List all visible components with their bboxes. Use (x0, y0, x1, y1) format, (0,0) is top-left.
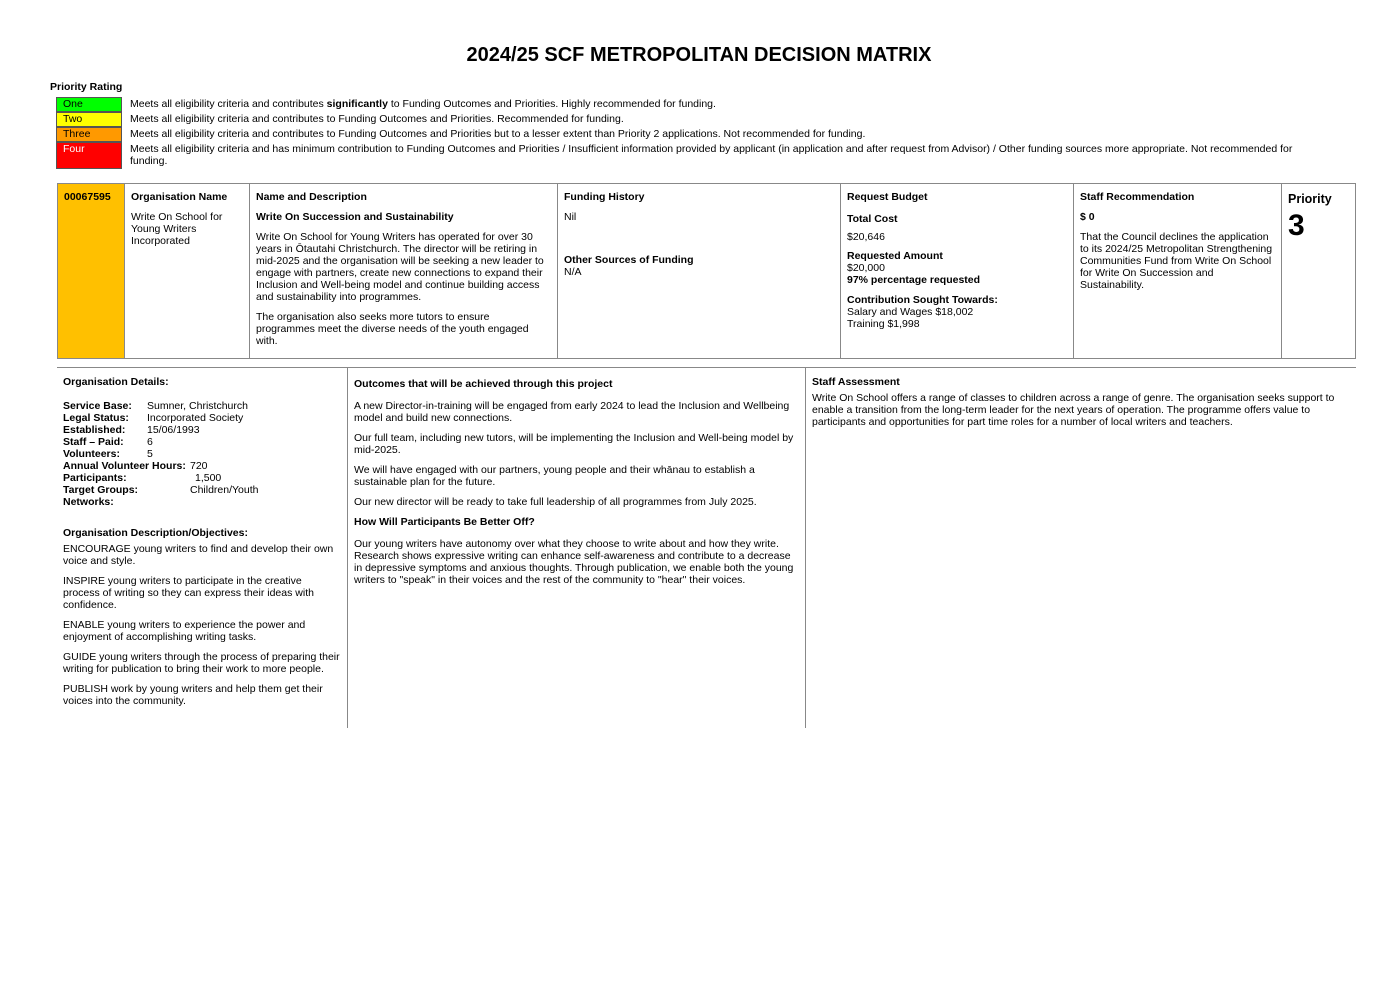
legend-row-four (56, 142, 1316, 169)
organisation-details-header: Organisation Details: (63, 376, 169, 388)
name-description-header: Name and Description (256, 191, 367, 203)
detail-row: Volunteers: 5 (63, 448, 153, 460)
detail-row: Networks: (63, 496, 114, 508)
detail-row: Legal Status: Incorporated Society (63, 412, 244, 424)
objective-item: ENCOURAGE young writers to find and develop their own voice and style. (63, 543, 334, 567)
contribution-label: Contribution Sought Towards: (847, 294, 998, 306)
staff-assessment-header: Staff Assessment (812, 376, 900, 388)
request-budget-header: Request Budget (847, 191, 928, 203)
outcome-item: Our new director will be ready to take full leadership of all programmes from July 2025. (354, 496, 757, 508)
detail-row: Staff – Paid: 6 (63, 436, 153, 448)
staff-assessment-text: Write On School offers a range of classes to children across a range of genre. The organisation seeks support to enable a transition from the long-term leader for the next years of operation. The programme offers value to participants and opportunities for part time roles for a number of local writers and teachers. (812, 392, 1335, 428)
project-name: Write On Succession and Sustainability (256, 211, 454, 223)
detail-row: Service Base: Sumner, Christchurch (63, 400, 248, 412)
detail-row: Target Groups: Children/Youth (63, 484, 259, 496)
outcomes-header: Outcomes that will be achieved through this project (354, 378, 613, 390)
organisation-name-header: Organisation Name (131, 191, 228, 203)
staff-recommendation-text: That the Council declines the application to its 2024/25 Metropolitan Strengthening Communities Fund from Write On School for Write On Succession and Sustainability. (1080, 231, 1273, 291)
priority-header: Priority (1288, 192, 1332, 206)
organisation-details-column (57, 368, 348, 728)
page-title: 2024/25 SCF METROPOLITAN DECISION MATRIX (466, 44, 932, 66)
total-cost-value: $20,646 (847, 231, 885, 243)
other-sources-header: Other Sources of Funding (564, 254, 694, 266)
application-id: 00067595 (58, 184, 125, 358)
objective-item: ENABLE young writers to experience the power and enjoyment of accomplishing writing tasks. (63, 619, 306, 643)
legend-text-one: Meets all eligibility criteria and contributes significantly to Funding Outcomes and Priorities. Highly recommended for funding. (130, 98, 716, 110)
outcome-item: We will have engaged with our partners, young people and their whānau to establish a sustainable plan for the future. (354, 464, 755, 488)
outcome-item: A new Director-in-training will be engaged from early 2024 to lead the Inclusion and Wellbeing model and build new connections. (354, 400, 790, 424)
legend-swatch-three: Three (56, 127, 122, 142)
legend-text-four: Meets all eligibility criteria and has minimum contribution to Funding Outcomes and Priorities / Insufficient information provided by applicant (in application and after request from Advisor) / Other funding sources more appropriate. Not recommended for funding. (130, 143, 1293, 167)
legend-swatch-two: Two (56, 112, 122, 127)
funding-history-header: Funding History (564, 191, 645, 203)
priority-rating-heading: Priority Rating (50, 81, 123, 93)
outcomes-column (348, 368, 806, 728)
request-budget-cell (841, 184, 1074, 358)
staff-assessment-column (806, 368, 1356, 728)
priority-cell (1282, 184, 1357, 358)
staff-recommendation-cell (1074, 184, 1282, 358)
detail-row: Participants: 1,500 (63, 472, 222, 484)
other-sources-value: N/A (564, 266, 582, 278)
legend-row-one (56, 97, 1316, 112)
legend-swatch-four: Four (56, 142, 122, 169)
legend-row-two (56, 112, 1316, 127)
percentage-requested: 97% percentage requested (847, 274, 981, 286)
requested-amount-label: Requested Amount (847, 250, 943, 262)
objectives-header: Organisation Description/Objectives: (63, 527, 248, 539)
objective-item: GUIDE young writers through the process of preparing their writing for publication to bring their work to more people. (63, 651, 340, 675)
requested-amount-value: $20,000 (847, 262, 885, 274)
detail-row: Annual Volunteer Hours: 720 (63, 460, 208, 472)
better-off-header: How Will Participants Be Better Off? (354, 516, 535, 528)
objective-item: INSPIRE young writers to participate in the creative process of writing so they can express their ideas with confidence. (63, 575, 314, 611)
organisation-name: Write On School for Young Writers Incorporated (131, 211, 223, 247)
outcome-item: Our full team, including new tutors, will be implementing the Inclusion and Well-being model by mid-2025. (354, 432, 794, 456)
legend-text-three: Meets all eligibility criteria and contributes to Funding Outcomes and Priorities but to a lesser extent than Priority 2 applications. Not recommended for funding. (130, 128, 866, 140)
staff-recommendation-amount: $ 0 (1080, 211, 1095, 223)
priority-legend (56, 97, 1316, 169)
objective-item: PUBLISH work by young writers and help them get their voices into the community. (63, 683, 323, 707)
organisation-name-cell (125, 184, 250, 358)
application-table (57, 183, 1356, 359)
priority-value: 3 (1288, 209, 1305, 242)
legend-swatch-one: One (56, 97, 122, 112)
contribution-item: Training $1,998 (847, 318, 920, 330)
total-cost-label: Total Cost (847, 213, 898, 225)
legend-row-three (56, 127, 1316, 142)
better-off-text: Our young writers have autonomy over what they choose to write about and how they write. Research shows expressive writing can enhance self-awareness and contribute to a decrease in depressive symptoms and anxious thoughts. Through publication, we enable both the young writers to "speak" in their voices and the rest of the community to "hear" their voices. (354, 538, 794, 586)
description-paragraph: Write On School for Young Writers has operated for over 30 years in Ōtautahi Christchurch. The director will be retiring in mid-2025 and the organisation will be seeking a new leader to engage with partners, create new connections to expand their Inclusion and Well-being model and continue building access and sustainability into programmes. (256, 231, 544, 303)
name-description-cell (250, 184, 558, 358)
staff-recommendation-header: Staff Recommendation (1080, 191, 1195, 203)
details-section (57, 367, 1356, 728)
legend-text-two: Meets all eligibility criteria and contributes to Funding Outcomes and Priorities. Recommended for funding. (130, 113, 624, 125)
funding-history-value: Nil (564, 211, 577, 223)
description-paragraph: The organisation also seeks more tutors to ensure programmes meet the diverse needs of the youth engaged with. (256, 311, 529, 347)
contribution-item: Salary and Wages $18,002 (847, 306, 974, 318)
detail-row: Established: 15/06/1993 (63, 424, 200, 436)
funding-history-cell (558, 184, 841, 358)
